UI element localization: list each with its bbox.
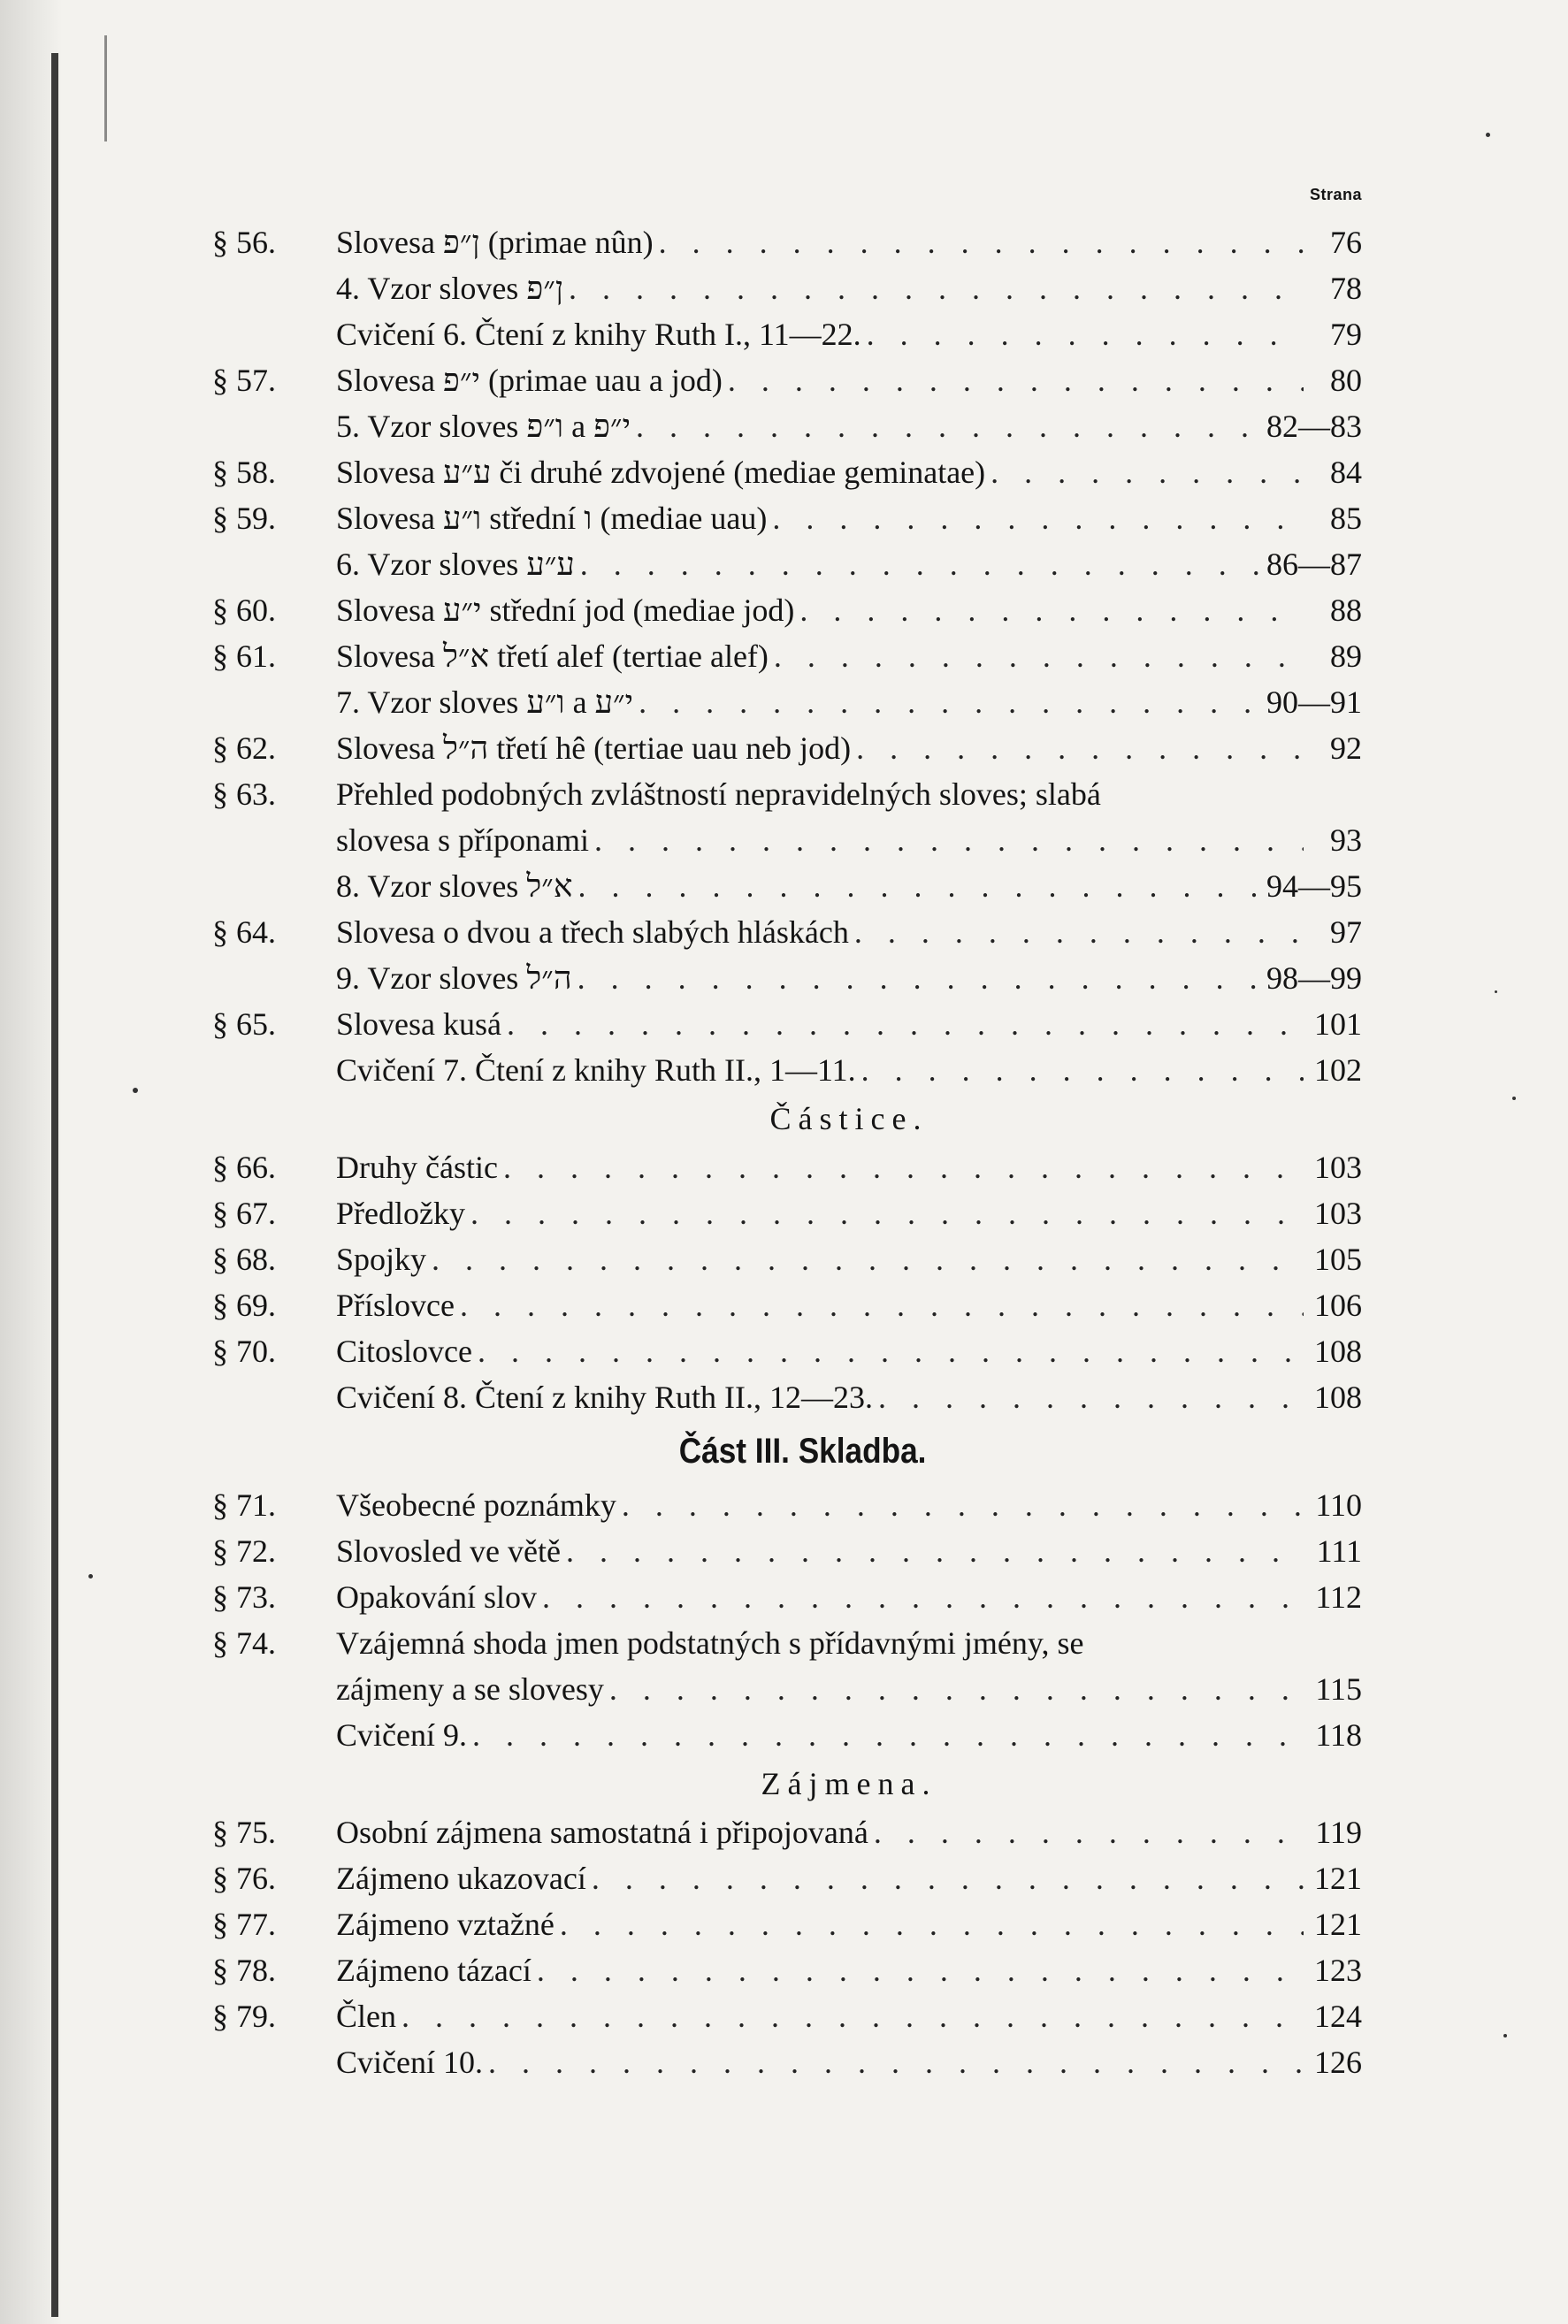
section-number: § 68. [212, 1242, 276, 1277]
page-number: 103 [1314, 1150, 1362, 1185]
entry-title: Příslovce [336, 1288, 455, 1323]
dot-leader [580, 541, 1261, 587]
entry-line [336, 2039, 1362, 2085]
dot-leader [472, 1712, 1304, 1758]
entry-title: zájmeny a se slovesy [336, 1671, 604, 1707]
page-number: 93 [1330, 822, 1362, 858]
dot-leader [488, 2039, 1304, 2085]
entry-title: Všeobecné poznámky [336, 1487, 616, 1523]
page-number: 78 [1330, 271, 1362, 306]
entry-title: Cvičení 7. Čtení z knihy Ruth II., 1—11. [336, 1052, 856, 1088]
entry-title: 4. Vzor sloves ן״פ [336, 271, 564, 306]
entry-title: Cvičení 9. [336, 1717, 467, 1753]
dot-leader [432, 1236, 1304, 1282]
binding-mark [104, 35, 107, 141]
entry-title: Slovesa ן״פ (primae nûn) [336, 225, 654, 260]
entry-line [336, 1620, 1362, 1666]
toc-entry [212, 1574, 1362, 1620]
entry-line [336, 1528, 1362, 1574]
toc-entry [212, 587, 1362, 633]
dot-leader [402, 1993, 1304, 2039]
toc-entry [212, 311, 1362, 357]
page-number: 80 [1330, 363, 1362, 398]
section-number: § 72. [212, 1533, 276, 1569]
toc-entry [212, 265, 1362, 311]
entry-title: slovesa s příponami [336, 822, 589, 858]
page-number: 106 [1314, 1288, 1362, 1323]
section-number: § 69. [212, 1288, 276, 1323]
entry-title: Zájmeno vztažné [336, 1907, 555, 1942]
toc-entry [212, 1993, 1362, 2039]
toc-entry [212, 725, 1362, 771]
entry-line [336, 495, 1362, 541]
dot-leader [772, 495, 1304, 541]
entry-title: Zájmeno ukazovací [336, 1861, 586, 1896]
dot-leader [470, 1190, 1304, 1236]
dot-leader [639, 679, 1261, 725]
entry-title: Druhy částic [336, 1150, 498, 1185]
toc-entry [212, 955, 1362, 1001]
entry-title: Zájmeno tázací [336, 1953, 532, 1988]
dot-leader [566, 1528, 1304, 1574]
toc-entry [212, 1666, 1362, 1712]
entry-line [336, 817, 1362, 863]
toc-entry [212, 1482, 1362, 1528]
dot-leader [503, 1144, 1304, 1190]
entry-line [336, 265, 1362, 311]
toc-entry [212, 1855, 1362, 1901]
entry-title: Slovesa o dvou a třech slabých hláskách [336, 914, 849, 950]
page-number: 101 [1314, 1006, 1362, 1042]
dot-leader [856, 725, 1304, 771]
dot-leader [874, 1809, 1304, 1855]
page-number: 98—99 [1266, 960, 1362, 996]
entry-line [336, 1712, 1362, 1758]
entry-line [336, 679, 1362, 725]
entry-line [336, 587, 1362, 633]
page-number: 108 [1314, 1334, 1362, 1369]
entry-title: Cvičení 10. [336, 2045, 483, 2080]
toc-entry [212, 1620, 1362, 1666]
entry-title: 6. Vzor sloves ע״ע [336, 547, 575, 582]
section-number: § 78. [212, 1953, 276, 1988]
entry-title: Přehled podobných zvláštností nepravidelných sloves; slabá [336, 776, 1101, 812]
toc-entry [212, 817, 1362, 863]
toc-entry [212, 1809, 1362, 1855]
section-number: § 73. [212, 1579, 276, 1615]
dot-leader [594, 817, 1304, 863]
toc-entry [212, 679, 1362, 725]
scan-speck [88, 1574, 93, 1579]
toc-entry [212, 1144, 1362, 1190]
section-number: § 79. [212, 1999, 276, 2034]
page-number: 119 [1315, 1815, 1362, 1850]
page-number: 85 [1330, 501, 1362, 536]
page-number: 124 [1314, 1999, 1362, 2034]
page-number: 79 [1330, 317, 1362, 352]
entry-title: Slovesa י״ע střední jod (mediae jod) [336, 592, 795, 628]
dot-leader [542, 1574, 1304, 1620]
entry-title: Předložky [336, 1196, 465, 1231]
section-number: § 67. [212, 1196, 276, 1231]
toc-entry [212, 909, 1362, 955]
entry-line [336, 1236, 1362, 1282]
dot-leader [577, 863, 1261, 909]
entry-line [336, 357, 1362, 403]
page-number: 89 [1330, 638, 1362, 674]
toc-entry [212, 1712, 1362, 1758]
toc-entry [212, 1901, 1362, 1947]
entry-line [336, 1809, 1362, 1855]
entry-title: Slovesa ה״ל třetí hê (tertiae uau neb jod) [336, 730, 852, 766]
section-number: § 64. [212, 914, 276, 950]
page-number: 90—91 [1266, 684, 1362, 720]
entry-title: Slovesa ו״ע střední ו (mediae uau) [336, 501, 768, 536]
entry-line [336, 1047, 1362, 1093]
page-number: 94—95 [1266, 868, 1362, 904]
page-number: 118 [1315, 1717, 1362, 1753]
section-number: § 61. [212, 638, 276, 674]
entry-line [336, 1993, 1362, 2039]
entry-title: Slovesa ע״ע či druhé zdvojené (mediae geminatae) [336, 455, 986, 490]
section-number: § 63. [212, 776, 276, 812]
toc-entry [212, 357, 1362, 403]
dot-leader [569, 265, 1304, 311]
page-number: 121 [1314, 1861, 1362, 1896]
page-number: 103 [1314, 1196, 1362, 1231]
section-number: § 70. [212, 1334, 276, 1369]
page-number: 92 [1330, 730, 1362, 766]
entry-line [336, 633, 1362, 679]
entry-line [336, 219, 1362, 265]
toc-entry [212, 771, 1362, 817]
toc-entry [212, 1001, 1362, 1047]
entry-title: 5. Vzor sloves ו״פ a י״פ [336, 409, 631, 444]
page-column-label: Strana [1309, 186, 1362, 203]
page-number: 126 [1314, 2045, 1362, 2080]
entry-title: Citoslovce [336, 1334, 472, 1369]
entry-title: 9. Vzor sloves ה״ל [336, 960, 572, 996]
scan-speck [1503, 2034, 1507, 2037]
entry-line [336, 1574, 1362, 1620]
entry-title: Slovesa kusá [336, 1006, 501, 1042]
dot-leader [592, 1855, 1304, 1901]
entry-line [336, 1001, 1362, 1047]
section-number: § 71. [212, 1487, 276, 1523]
section-number: § 56. [212, 225, 276, 260]
entry-line [336, 725, 1362, 771]
entry-line [336, 1855, 1362, 1901]
dot-leader [460, 1282, 1304, 1328]
section-number: § 76. [212, 1861, 276, 1896]
toc-entry [212, 1528, 1362, 1574]
toc-entry [212, 219, 1362, 265]
toc-entry [212, 1282, 1362, 1328]
dot-leader [774, 633, 1304, 679]
entry-line [336, 1666, 1362, 1712]
toc-entry [212, 2039, 1362, 2085]
section-number: § 58. [212, 455, 276, 490]
scan-speck [1486, 133, 1490, 137]
dot-leader [659, 219, 1304, 265]
entry-line [336, 909, 1362, 955]
entry-title: Vzájemná shoda jmen podstatných s přídavnými jmény, se [336, 1625, 1084, 1661]
dot-leader [878, 1374, 1304, 1420]
dot-leader [622, 1482, 1304, 1528]
entry-title: Člen [336, 1999, 396, 2034]
page-number: 123 [1314, 1953, 1362, 1988]
section-number: § 65. [212, 1006, 276, 1042]
toc-group-particles [212, 1144, 1362, 1420]
page-number: 111 [1316, 1533, 1362, 1569]
page-number: 105 [1314, 1242, 1362, 1277]
page-number: 82—83 [1266, 409, 1362, 444]
page-number: 88 [1330, 592, 1362, 628]
entry-title: Osobní zájmena samostatná i připojovaná [336, 1815, 868, 1850]
entry-line [336, 1901, 1362, 1947]
toc-entry [212, 1374, 1362, 1420]
entry-line [336, 403, 1362, 449]
toc-entry [212, 633, 1362, 679]
entry-line [336, 1328, 1362, 1374]
toc-group-verbs [212, 219, 1362, 1093]
page-number: 110 [1315, 1487, 1362, 1523]
section-number: § 75. [212, 1815, 276, 1850]
scan-speck [1495, 990, 1497, 993]
toc-entry [212, 1947, 1362, 1993]
entry-line [336, 771, 1362, 817]
entry-line [336, 541, 1362, 587]
part-heading-skladba: Část III. Skladba. [678, 1432, 927, 1471]
toc-entry [212, 1328, 1362, 1374]
toc-entry [212, 449, 1362, 495]
dot-leader [799, 587, 1304, 633]
section-number: § 66. [212, 1150, 276, 1185]
dot-leader [577, 955, 1261, 1001]
entry-line [336, 863, 1362, 909]
toc-entry [212, 495, 1362, 541]
dot-leader [861, 1047, 1304, 1093]
section-heading-zajmena: Zájmena. [761, 1766, 937, 1801]
entry-title: 8. Vzor sloves א״ל [336, 868, 573, 904]
page-number: 86—87 [1266, 547, 1362, 582]
dot-leader [867, 311, 1304, 357]
entry-title: Spojky [336, 1242, 427, 1277]
dot-leader [537, 1947, 1304, 1993]
toc-entry [212, 863, 1362, 909]
entry-title: 7. Vzor sloves ו״ע a י״ע [336, 684, 634, 720]
toc-entry [212, 1190, 1362, 1236]
entry-title: Slovosled ve větě [336, 1533, 561, 1569]
dot-leader [991, 449, 1304, 495]
toc-entry [212, 403, 1362, 449]
binding-edge [51, 53, 58, 2317]
page-number: 97 [1330, 914, 1362, 950]
dot-leader [507, 1001, 1304, 1047]
toc-entry [212, 1236, 1362, 1282]
section-heading-castice: Částice. [769, 1101, 929, 1136]
section-number: § 62. [212, 730, 276, 766]
dot-leader [478, 1328, 1304, 1374]
page-number: 112 [1315, 1579, 1362, 1615]
entry-title: Cvičení 8. Čtení z knihy Ruth II., 12—23. [336, 1380, 873, 1415]
entry-line [336, 1144, 1362, 1190]
entry-line [336, 311, 1362, 357]
toc-rows [212, 219, 1362, 2085]
entry-title: Cvičení 6. Čtení z knihy Ruth I., 11—22. [336, 317, 861, 352]
entry-line [336, 955, 1362, 1001]
entry-title: Opakování slov [336, 1579, 537, 1615]
section-number: § 74. [212, 1625, 276, 1661]
section-number: § 59. [212, 501, 276, 536]
entry-line [336, 449, 1362, 495]
dot-leader [609, 1666, 1304, 1712]
toc-group-syntax [212, 1482, 1362, 1758]
page-number: 121 [1314, 1907, 1362, 1942]
toc-group-pronouns [212, 1809, 1362, 2085]
entry-line [336, 1374, 1362, 1420]
page-number: 84 [1330, 455, 1362, 490]
dot-leader [636, 403, 1261, 449]
dot-leader [560, 1901, 1304, 1947]
section-number: § 77. [212, 1907, 276, 1942]
page-number: 108 [1314, 1380, 1362, 1415]
section-number: § 60. [212, 592, 276, 628]
page-number: 115 [1315, 1671, 1362, 1707]
entry-line [336, 1282, 1362, 1328]
scan-speck [133, 1088, 138, 1093]
entry-title: Slovesa א״ל třetí alef (tertiae alef) [336, 638, 769, 674]
entry-line [336, 1190, 1362, 1236]
page-number: 102 [1314, 1052, 1362, 1088]
scan-speck [1512, 1097, 1516, 1100]
entry-line [336, 1482, 1362, 1528]
dot-leader [728, 357, 1304, 403]
toc-entry [212, 541, 1362, 587]
page-number: 76 [1330, 225, 1362, 260]
section-number: § 57. [212, 363, 276, 398]
entry-line [336, 1947, 1362, 1993]
dot-leader [854, 909, 1304, 955]
entry-title: Slovesa י״פ (primae uau a jod) [336, 363, 723, 398]
toc-entry [212, 1047, 1362, 1093]
